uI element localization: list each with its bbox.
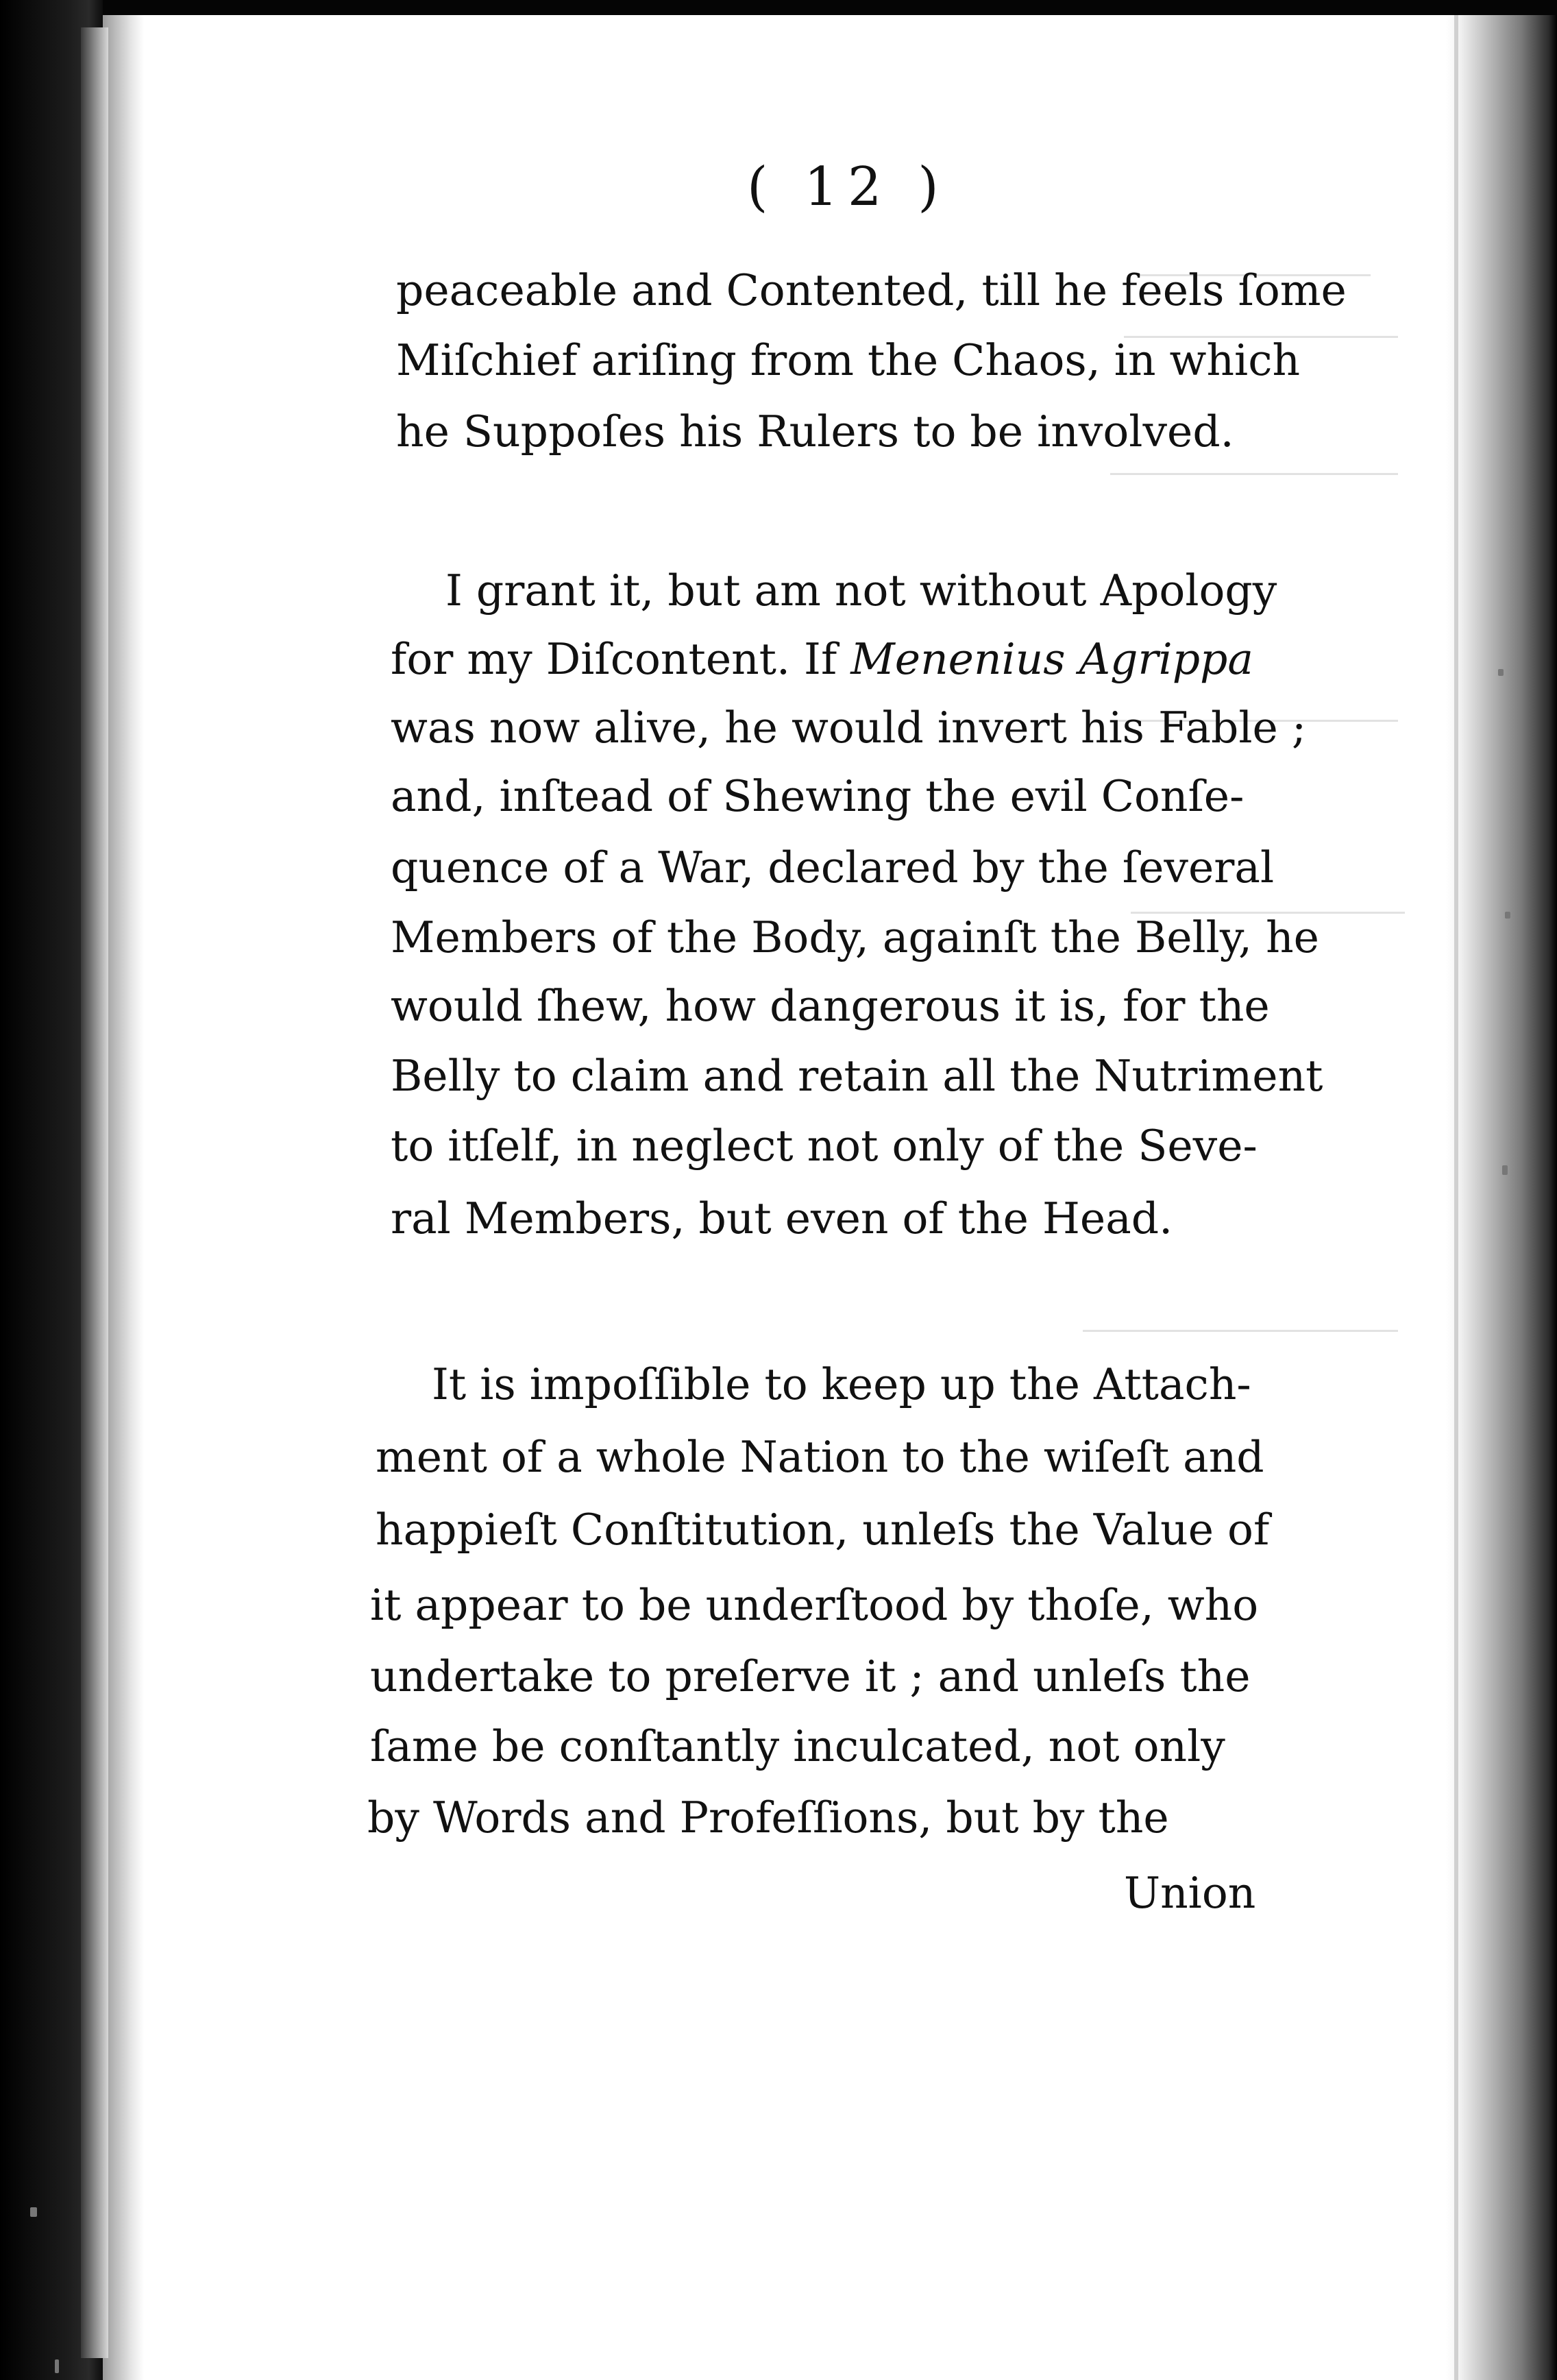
text-line: to itſelf, in neglect not only of the Seve- bbox=[391, 1121, 1258, 1171]
text-line: ral Members, but even of the Head. bbox=[391, 1193, 1173, 1243]
text-line: it appear to be underſtood by thoſe, who bbox=[370, 1580, 1259, 1630]
text-line: It is impoſſible to keep up the Attach- bbox=[432, 1359, 1251, 1409]
text-line: and, inſtead of Shewing the evil Conſe- bbox=[391, 771, 1245, 821]
text-line: Members of the Body, againſt the Belly, he bbox=[391, 912, 1319, 962]
text-line: I grant it, but am not without Apology bbox=[445, 566, 1277, 616]
text-line: ſame be conſtantly inculcated, not only bbox=[370, 1721, 1225, 1771]
text-line: undertake to preſerve it ; and unleſs the bbox=[370, 1651, 1251, 1701]
text-line bbox=[391, 634, 1253, 684]
italic-name: Menenius Agrippa bbox=[850, 634, 1253, 684]
text-line: Miſchief ariſing from the Chaos, in which bbox=[396, 335, 1301, 385]
page-number: ( 12 ) bbox=[747, 156, 948, 218]
text-line: ment of a whole Nation to the wiſeſt and bbox=[376, 1432, 1264, 1482]
text-line: would ſhew, how dangerous it is, for the bbox=[391, 981, 1270, 1031]
text-line: was now alive, he would invert his Fable ; bbox=[391, 703, 1307, 753]
text-line: peaceable and Contented, till he feels ſome bbox=[396, 265, 1347, 315]
text-line: by Words and Profeſſions, but by the bbox=[367, 1793, 1169, 1843]
text-line: happieſt Conſtitution, unleſs the Value of bbox=[376, 1505, 1270, 1555]
text-line: quence of a War, declared by the ſeveral bbox=[391, 842, 1275, 892]
text-line: Belly to claim and retain all the Nutriment bbox=[391, 1051, 1323, 1101]
catchword: Union bbox=[1124, 1868, 1256, 1918]
text-span: for my Diſcontent. If bbox=[391, 634, 851, 684]
text-line: he Suppoſes his Rulers to be involved. bbox=[396, 406, 1234, 457]
